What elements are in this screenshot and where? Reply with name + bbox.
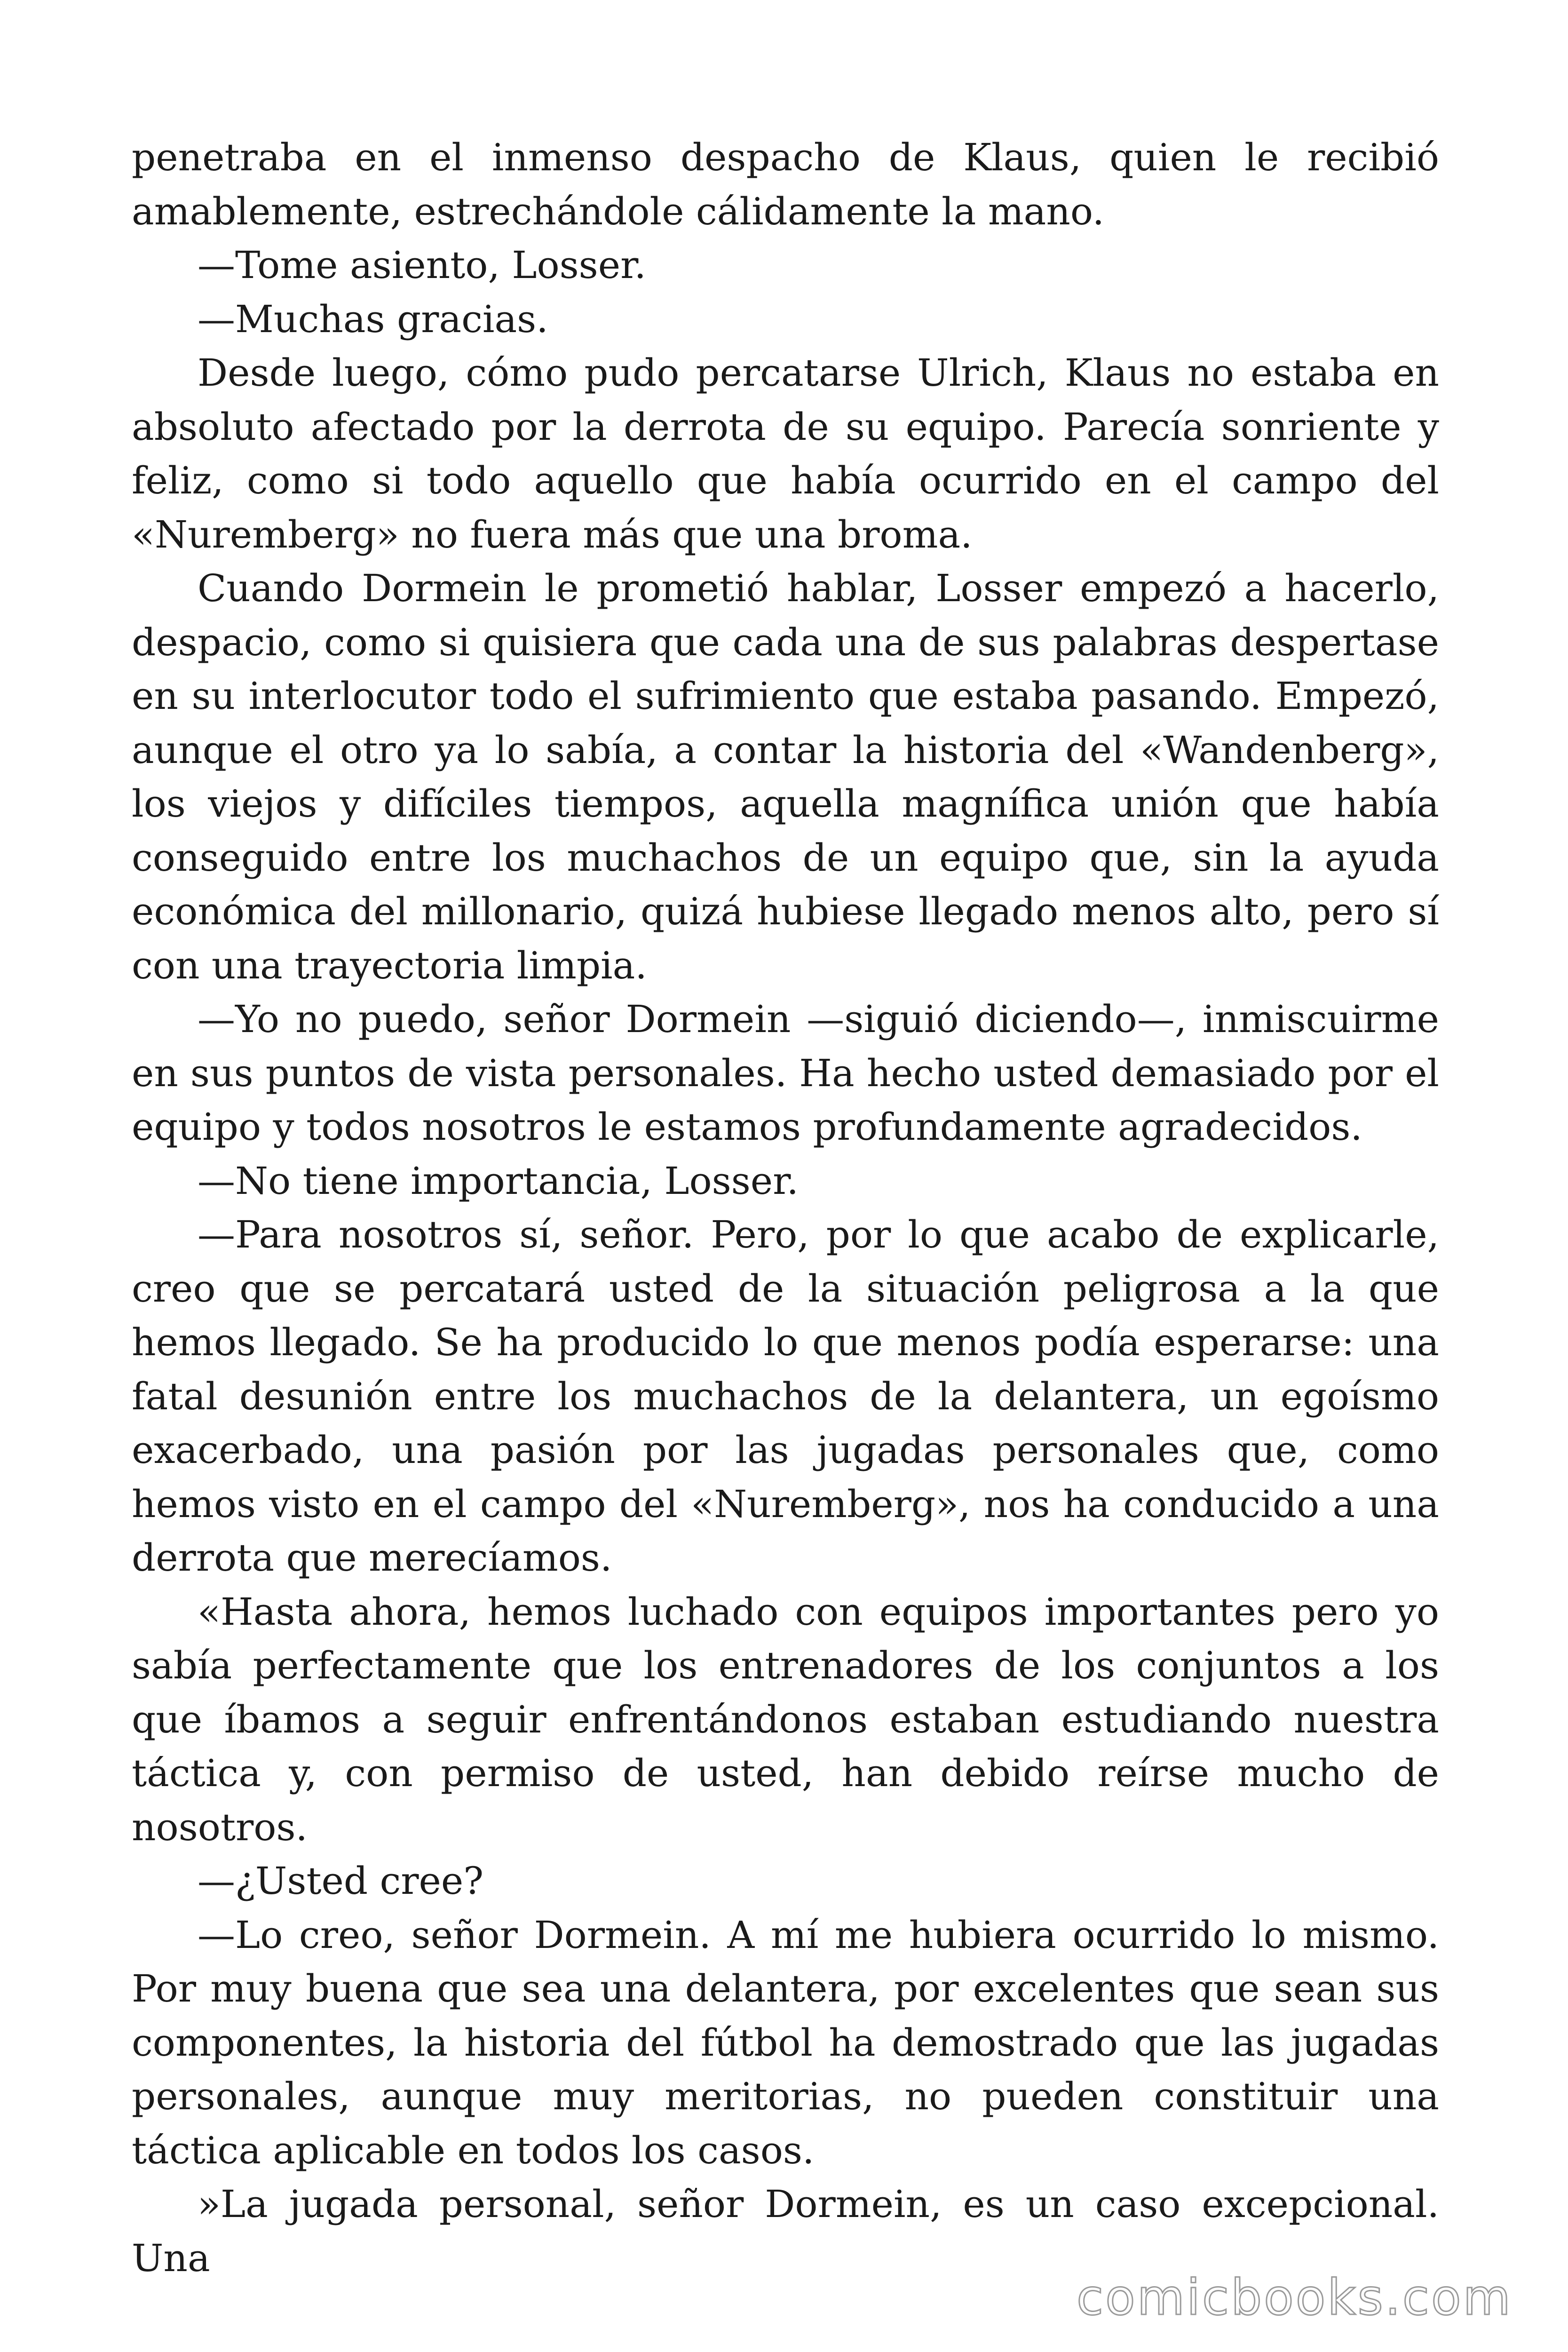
quoted-paragraph: »La jugada personal, señor Dormein, es un caso excepcional. Una [132, 2182, 1439, 2280]
dialogue-line: —Lo creo, señor Dormein. A mí me hubiera ocurrido lo mismo. Por muy buena que sea una delantera, por excelentes que sean sus componentes, la historia del fútbol ha demostrado que las jugadas personales, aunque muy meritorias, no pueden constituir una táctica aplicable en todos los casos. [132, 1913, 1439, 2172]
dialogue-line: —Tome asiento, Losser. [198, 243, 646, 287]
text-column [132, 131, 1439, 2285]
dialogue-line: —Muchas gracias. [198, 297, 548, 341]
paragraph: Desde luego, cómo pudo percatarse Ulrich, Klaus no estaba en absoluto afectado por la derrota de su equipo. Parecía sonriente y feliz, como si todo aquello que había ocurrido en el campo del «Nuremberg» no fuera más que una broma. [132, 351, 1439, 556]
paragraph-continuation: penetraba en el inmenso despacho de Klaus, quien le recibió amablemente, estrechándole cálidamente la mano. [132, 135, 1439, 233]
dialogue-line: —Yo no puedo, señor Dormein —siguió diciendo—, inmiscuirme en sus puntos de vista personales. Ha hecho usted demasiado por el equipo y todos nosotros le estamos profundamente agradecidos. [132, 997, 1439, 1149]
dialogue-line: —No tiene importancia, Losser. [198, 1159, 799, 1203]
watermark: comicbooks.com [1076, 2269, 1513, 2326]
quoted-paragraph: «Hasta ahora, hemos luchado con equipos importantes pero yo sabía perfectamente que los entrenadores de los conjuntos a los que íbamos a seguir enfrentándonos estaban estudiando nuestra táctica y, con permiso de usted, han debido reírse mucho de nosotros. [132, 1589, 1439, 1849]
paragraph: Cuando Dormein le prometió hablar, Losser empezó a hacerlo, despacio, como si quisiera que cada una de sus palabras despertase en su interlocutor todo el sufrimiento que estaba pasando. Empezó, aunque el otro ya lo sabía, a contar la historia del «Wandenberg», los viejos y difíciles tiempos, aquella magnífica unión que había conseguido entre los muchachos de un equipo que, sin la ayuda económica del millonario, quizá hubiese llegado menos alto, pero sí con una trayectoria limpia. [132, 566, 1439, 987]
dialogue-line: —¿Usted cree? [198, 1859, 484, 1903]
dialogue-line: —Para nosotros sí, señor. Pero, por lo que acabo de explicarle, creo que se percatará usted de la situación peligrosa a la que hemos llegado. Se ha producido lo que menos podía esperarse: una fatal desunión entre los muchachos de la delantera, un egoísmo exacerbado, una pasión por las jugadas personales que, como hemos visto en el campo del «Nuremberg», nos ha conducido a una derrota que merecíamos. [132, 1213, 1439, 1580]
